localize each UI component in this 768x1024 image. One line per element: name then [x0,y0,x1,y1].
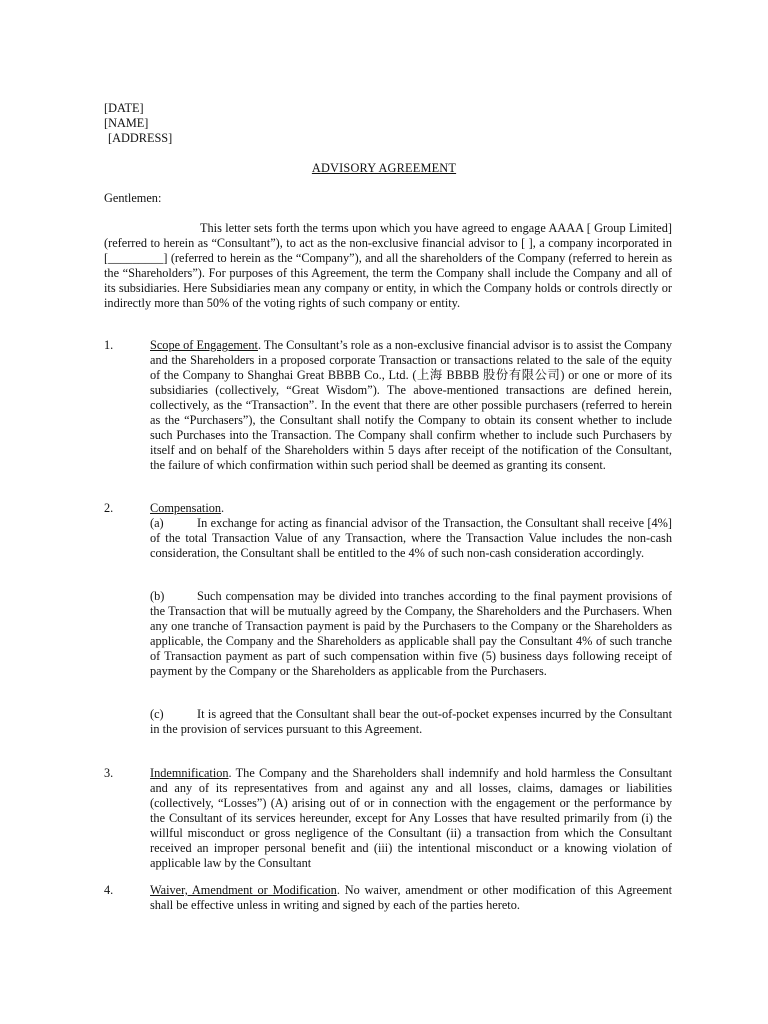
subsection-a [150,516,672,561]
section-indemnification [104,766,672,871]
subsection-label: (b) [150,589,165,603]
document-title: ADVISORY AGREEMENT [311,161,457,175]
section-number: 4. [104,883,114,897]
subsection-b [150,589,672,679]
section-number: 2. [104,501,114,515]
section-text: . The Company and the Shareholders shall indemnify and hold harmless the Consultant and any of its representatives from and against any and all losses, claims, damages or liabilities (collectively, “Losses”) (A) arising out of or in connection with the engagement or the performance by the Consultant of its services hereunder, except for Any Losses that have resulted primarily from (i) the willful misconduct or gross negligence of the Consultant (ii) a transaction from which the Consultant received an improper personal benefit and (iii) the intentional misconduct or a knowing violation of applicable law by the Consultant [150,766,672,870]
salutation: Gentlemen: [104,191,162,205]
section-text: . The Consultant’s role as a non-exclusive financial advisor is to assist the Company and the Shareholders in a proposed corporate Transaction or transactions related to the sale of the equity of the Company to Shanghai Great BBBB Co., Ltd. (上海 BBBB 股份有限公司) or one or more of its subsidiaries (collectively, “Great Wisdom”). The above-mentioned transactions are defined herein, collectively, as the “Transaction”. In the event that there are other possible purchasers (referred to herein as the “Purchasers”), the Consultant shall notify the Company to obtain its consent whether to include such Purchases into the Transaction. The Company shall confirm whether to include such Purchasers by itself and on behalf of the Shareholders within 5 days after receipt of the notification of the Consultant, the failure of which confirmation within such period shall be deemed as granting its consent. [150,338,672,472]
subsection-text: It is agreed that the Consultant shall bear the out-of-pocket expenses incurred by the Consultant in the provision of services pursuant to this Agreement. [150,707,672,736]
section-heading: Indemnification [150,766,229,780]
intro-paragraph [104,221,672,311]
section-compensation [104,501,672,516]
section-number: 3. [104,766,114,780]
subsection-text: In exchange for acting as financial advisor of the Transaction, the Consultant shall receive [4%] of the total Transaction Value of any Transaction, where the Transaction Value includes the non-cash consideration, the Consultant shall be entitled to the 4% of such non-cash consideration accordingly. [150,516,672,560]
date-placeholder: [DATE] [104,101,144,115]
address-placeholder: [ADDRESS] [108,131,173,145]
section-heading: Compensation [150,501,222,515]
subsection-c [150,707,672,737]
name-placeholder: [NAME] [104,116,149,130]
subsection-label: (a) [150,516,164,530]
section-heading: Scope of Engagement [150,338,258,352]
section-waiver-amendment [104,883,672,913]
subsection-text: Such compensation may be divided into tranches according to the final payment provisions of the Transaction that will be mutually agreed by the Company, the Shareholders and the Purchasers. When any one tranche of Transaction payment is paid by the Purchasers to the Company or the Shareholders as applicable, the Company and the Shareholders as applicable shall pay the Consultant 4% of such tranche of Transaction payment as part of such compensation within five (5) business days following receipt of payment by the Company or the Shareholders as applicable from the Purchasers. [150,589,672,678]
intro-text: This letter sets forth the terms upon which you have agreed to engage AAAA [ Group Limited] (referred to herein as “Consultant”), to act as the non-exclusive financial advisor to [ ], a company incorporated in [_________] (referred to herein as the “Company”), and all the shareholders of the Company (referred to herein as the “Shareholders”). For purposes of this Agreement, the term the Company shall include the Company and all of its subsidiaries. Here Subsidiaries mean any company or entity, in which the Company holds or controls directly or indirectly more than 50% of the voting rights of such company or entity. [104,221,672,310]
section-number: 1. [104,338,114,352]
section-scope-of-engagement [104,338,672,473]
subsection-label: (c) [150,707,164,721]
section-heading: Waiver, Amendment or Modification [150,883,337,897]
section-text: . [221,501,225,515]
section-text: . No waiver, amendment or other modification of this Agreement shall be effective unless in writing and signed by each of the parties hereto. [150,883,673,912]
